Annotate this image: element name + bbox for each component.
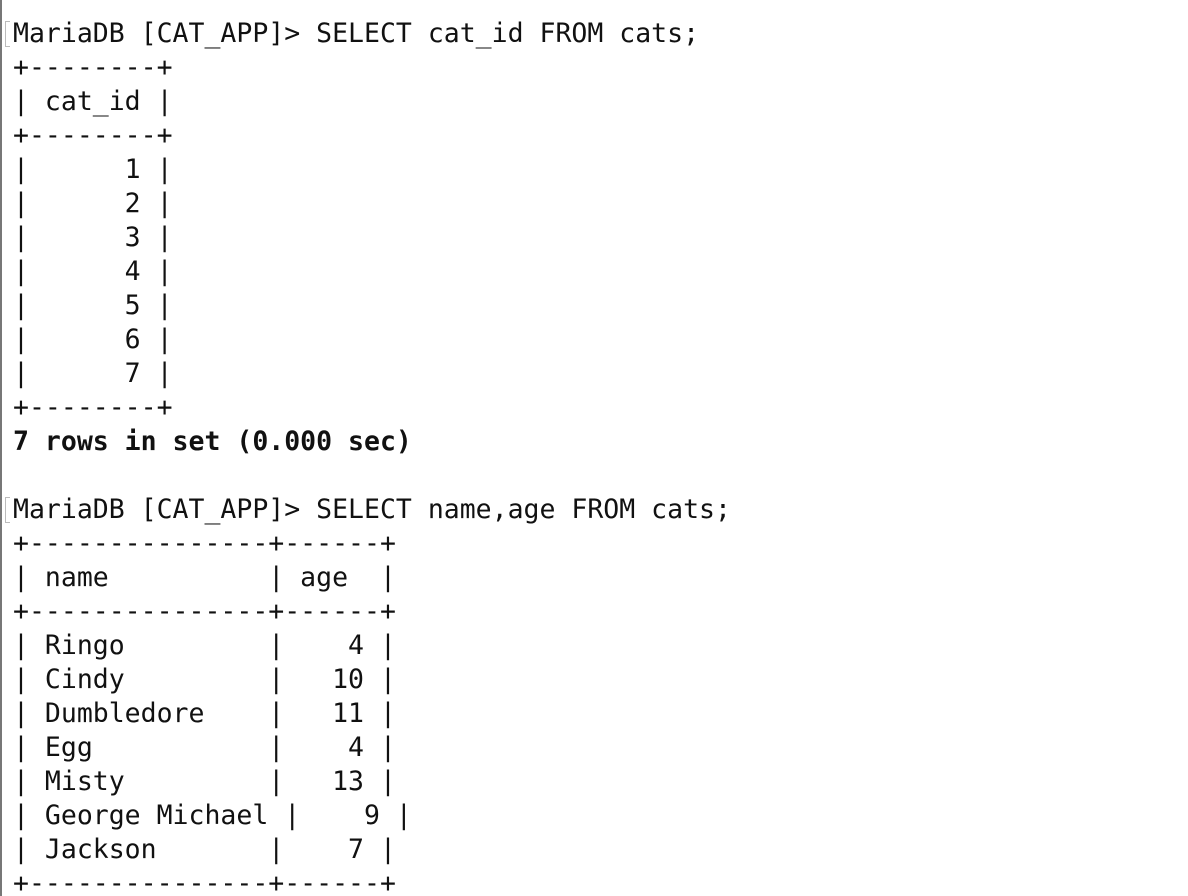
table-line: | 3 | xyxy=(13,222,173,253)
table-line: | Egg | 4 | xyxy=(13,732,396,763)
table-line: | Ringo | 4 | xyxy=(13,630,396,661)
table-line: +---------------+------+ xyxy=(13,528,396,559)
table-line: | 4 | xyxy=(13,256,173,287)
table-line: +---------------+------+ xyxy=(13,596,396,627)
table-line: +--------+ xyxy=(13,392,173,423)
table-line: | 7 | xyxy=(13,358,173,389)
table-line: | cat_id | xyxy=(13,86,173,117)
line-marker-icon xyxy=(5,21,10,47)
line-marker-icon xyxy=(5,497,10,523)
blank-line xyxy=(13,459,731,493)
table-line: +---------------+------+ xyxy=(13,868,396,896)
table-line: +--------+ xyxy=(13,52,173,83)
table-line: | Dumbledore | 11 | xyxy=(13,698,396,729)
terminal-output xyxy=(13,17,731,896)
table-line: | name | age | xyxy=(13,562,396,593)
table-line: | 5 | xyxy=(13,290,173,321)
table-line: | George Michael | 9 | xyxy=(13,800,412,831)
table-line: | 2 | xyxy=(13,188,173,219)
prompt-line: MariaDB [CAT_APP]> SELECT name,age FROM cats; xyxy=(13,494,731,525)
table-line: | Misty | 13 | xyxy=(13,766,396,797)
table-line: | Jackson | 7 | xyxy=(13,834,396,865)
prompt-line: MariaDB [CAT_APP]> SELECT cat_id FROM cats; xyxy=(13,18,700,49)
table-line: | Cindy | 10 | xyxy=(13,664,396,695)
table-line: | 1 | xyxy=(13,154,173,185)
table-line: | 6 | xyxy=(13,324,173,355)
status-line: 7 rows in set (0.000 sec) xyxy=(13,426,412,457)
table-line: +--------+ xyxy=(13,120,173,151)
